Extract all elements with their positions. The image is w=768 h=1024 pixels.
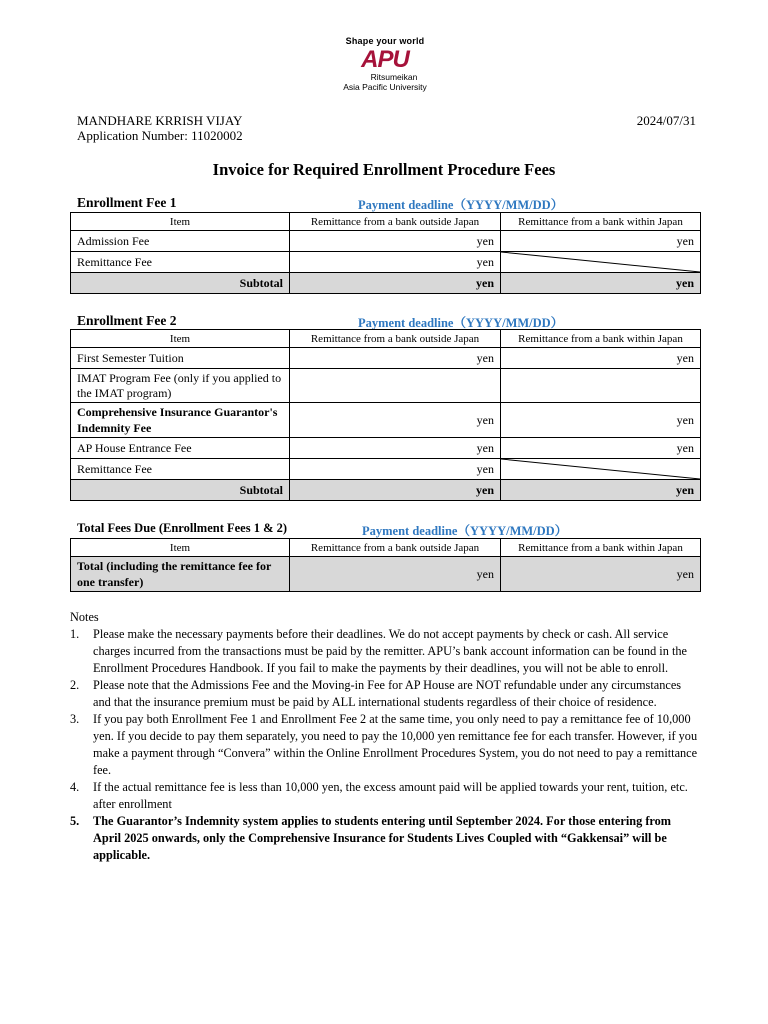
apu-logo	[326, 36, 444, 108]
col-item: Item	[71, 213, 290, 231]
crossed-out-cell	[501, 252, 701, 273]
row-within	[501, 369, 701, 403]
row-item: AP House Entrance Fee	[71, 438, 290, 459]
invoice-date: 2024/07/31	[636, 113, 696, 128]
row-outside: yen	[290, 459, 501, 480]
row-item: First Semester Tuition	[71, 348, 290, 369]
subtotal-outside: yen	[290, 480, 501, 501]
note-text: If the actual remittance fee is less than 10,000 yen, the excess amount paid will be applied towards your rent, tuition, etc. after enrollment	[93, 780, 688, 811]
subtotal-outside: yen	[290, 273, 501, 294]
total-label: Total (including the remittance fee for one transfer)	[71, 557, 290, 592]
total-within: yen	[501, 557, 701, 592]
total-outside: yen	[290, 557, 501, 592]
subtotal-row	[71, 480, 701, 501]
note-item	[70, 677, 700, 711]
total-fees-table	[70, 538, 701, 592]
row-outside: yen	[290, 348, 501, 369]
subtotal-within: yen	[501, 480, 701, 501]
row-outside: yen	[290, 231, 501, 252]
note-item	[70, 711, 700, 779]
col-item: Item	[71, 330, 290, 348]
notes-list	[70, 626, 700, 864]
table-row	[71, 403, 701, 438]
page-title: Invoice for Required Enrollment Procedure Fees	[212, 160, 556, 179]
total-row	[71, 557, 701, 592]
row-within: yen	[501, 231, 701, 252]
note-number: 2.	[70, 678, 80, 692]
subtotal-within: yen	[501, 273, 701, 294]
col-within: Remittance from a bank within Japan	[501, 213, 701, 231]
table-row	[71, 459, 701, 480]
row-item: IMAT Program Fee (only if you applied to the IMAT program)	[71, 369, 290, 403]
subtotal-label: Subtotal	[71, 273, 290, 294]
note-item	[70, 813, 700, 864]
row-within: yen	[501, 438, 701, 459]
applicant-name: MANDHARE KRRISH VIJAY	[77, 113, 243, 128]
note-text: The Guarantor’s Indemnity system applies to students entering until September 2024. For those entering from April 2025 onwards, only the Comprehensive Insurance for Students Lives Coupled with “Gakkensai” will be applicable.	[93, 814, 672, 862]
note-item	[70, 626, 700, 677]
note-text: If you pay both Enrollment Fee 1 and Enrollment Fee 2 at the same time, you only need to pay a remittance fee of 10,000 yen. If you decide to pay them separately, you need to pay the 10,000 yen remittance fee for each transfer. However, if you make a payment through “Convera” within the Online Enrollment Procedures System, you do not need to pay a remittance fee.	[93, 712, 698, 777]
table-row	[71, 438, 701, 459]
row-within: yen	[501, 348, 701, 369]
note-item	[70, 779, 700, 813]
subtotal-label: Subtotal	[71, 480, 290, 501]
table-header-row	[71, 330, 701, 348]
subtotal-row	[71, 273, 701, 294]
table-row	[71, 369, 701, 403]
row-item: Comprehensive Insurance Guarantor's Indemnity Fee	[71, 403, 290, 438]
table-header-row	[71, 213, 701, 231]
note-number: 5.	[70, 814, 80, 828]
col-item: Item	[71, 539, 290, 557]
note-number: 3.	[70, 712, 80, 726]
section1-deadline: Payment deadline（YYYY/MM/DD）	[358, 198, 564, 212]
notes-heading: Notes	[70, 610, 99, 624]
section3-heading: Total Fees Due (Enrollment Fees 1 & 2)	[77, 521, 288, 535]
note-number: 1.	[70, 627, 80, 641]
row-outside: yen	[290, 403, 501, 438]
row-item: Admission Fee	[71, 231, 290, 252]
enrollment-fee-1-table	[70, 212, 701, 294]
col-outside: Remittance from a bank outside Japan	[290, 539, 501, 557]
section1-heading: Enrollment Fee 1	[77, 195, 177, 210]
col-outside: Remittance from a bank outside Japan	[290, 330, 501, 348]
notes-section	[70, 609, 700, 864]
logo-mark: APU	[361, 46, 409, 73]
row-item: Remittance Fee	[71, 459, 290, 480]
application-number: Application Number: 11020002	[77, 128, 243, 143]
table-row	[71, 348, 701, 369]
col-outside: Remittance from a bank outside Japan	[290, 213, 501, 231]
section2-heading: Enrollment Fee 2	[77, 313, 177, 328]
logo-line1: Ritsumeikan	[370, 72, 418, 82]
row-item: Remittance Fee	[71, 252, 290, 273]
note-text: Please note that the Admissions Fee and the Moving-in Fee for AP House are NOT refundable under any circumstances and that the insurance premium must be paid by ALL international students regardless of their choice of residence.	[93, 678, 682, 709]
note-number: 4.	[70, 780, 80, 794]
note-text: Please make the necessary payments before their deadlines. We do not accept payments by check or cash. All service charges incurred from the transactions must be paid by the remitter. APU’s bank account information can be found in the Enrollment Procedures Handbook. If you fail to make the payments by their deadlines, you will not be able to enroll.	[93, 627, 687, 675]
row-outside: yen	[290, 438, 501, 459]
enrollment-fee-2-table	[70, 329, 701, 501]
row-within: yen	[501, 403, 701, 438]
section2-deadline: Payment deadline（YYYY/MM/DD）	[358, 316, 564, 330]
row-outside: yen	[290, 252, 501, 273]
table-row	[71, 252, 701, 273]
row-outside	[290, 369, 501, 403]
col-within: Remittance from a bank within Japan	[501, 330, 701, 348]
table-row	[71, 231, 701, 252]
logo-tagline: Shape your world	[345, 36, 425, 46]
crossed-out-cell	[501, 459, 701, 480]
table-header-row	[71, 539, 701, 557]
logo-line2: Asia Pacific University	[343, 82, 427, 92]
col-within: Remittance from a bank within Japan	[501, 539, 701, 557]
section3-deadline: Payment deadline（YYYY/MM/DD）	[362, 524, 568, 538]
